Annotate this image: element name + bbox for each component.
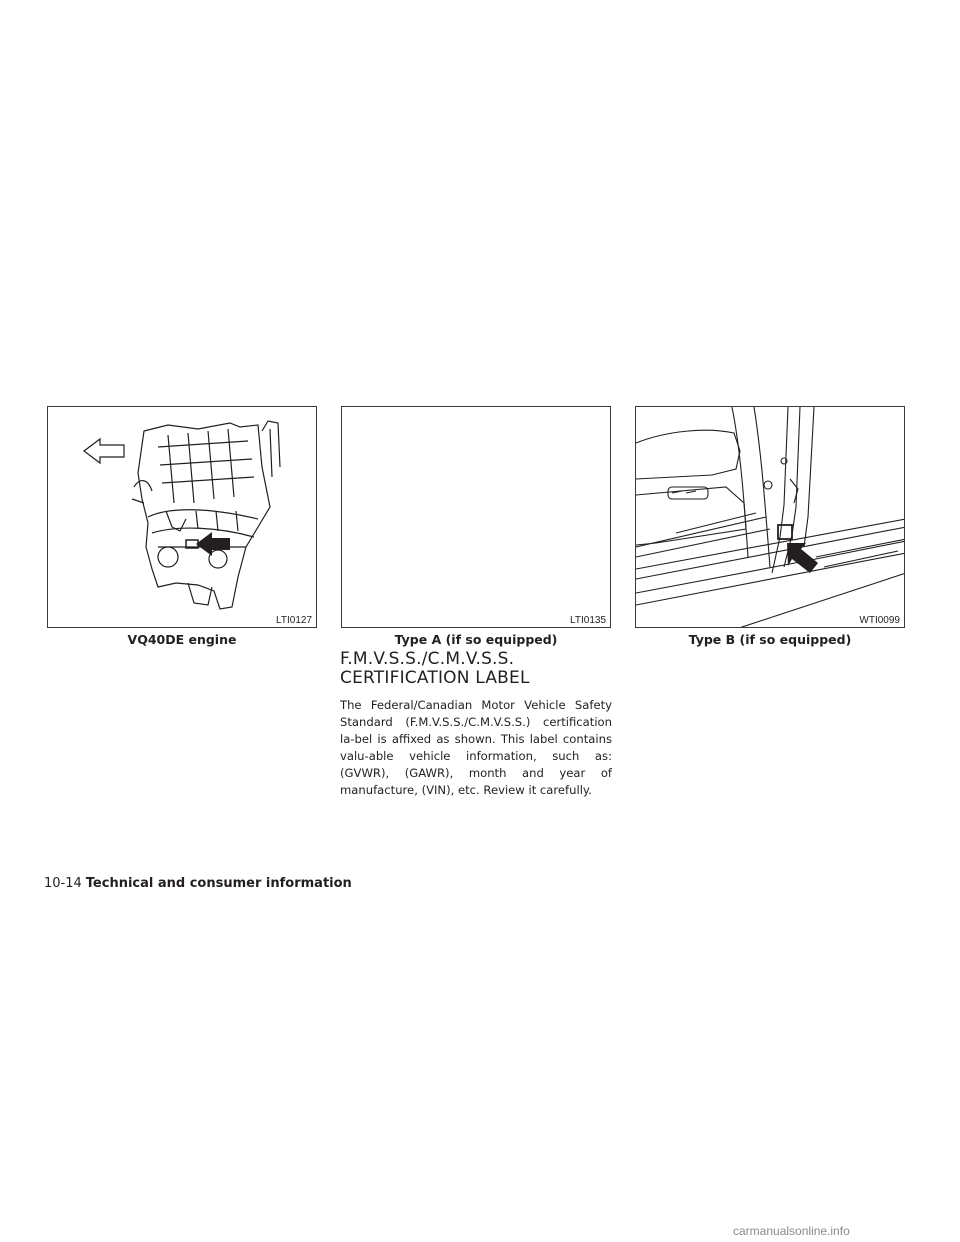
page-number: 10-14 [44,876,82,891]
figure-code: LTI0135 [570,615,606,626]
pointer-arrow-icon [787,543,818,573]
engine-illustration [48,407,317,628]
figure-type-a [341,406,611,628]
section-heading-line1: F.M.V.S.S./C.M.V.S.S. [340,649,515,669]
door-pillar-illustration [636,407,905,628]
figure-caption: Type A (if so equipped) [394,632,558,647]
figure-engine [47,406,317,628]
figure-type-b [635,406,905,628]
page-footer [44,876,352,891]
figure-caption: Type B (if so equipped) [688,632,852,647]
watermark: carmanualsonline.info [733,1224,850,1238]
chapter-title: Technical and consumer information [85,876,352,891]
figure-caption: VQ40DE engine [127,632,237,647]
figure-code: WTI0099 [859,615,900,626]
front-direction-arrow-icon [84,439,124,463]
section-body: The Federal/Canadian Motor Vehicle Safety Standard (F.M.V.S.S./C.M.V.S.S.) certification la-bel is affixed as shown. This label contains valu-able vehicle information, such as: (GVWR), (GAWR), month and year of manufacture, (VIN), etc. Review it carefully. [340,698,612,797]
section-heading [340,650,615,688]
section-heading-line2: CERTIFICATION LABEL [340,668,530,688]
figure-code: LTI0127 [276,615,312,626]
